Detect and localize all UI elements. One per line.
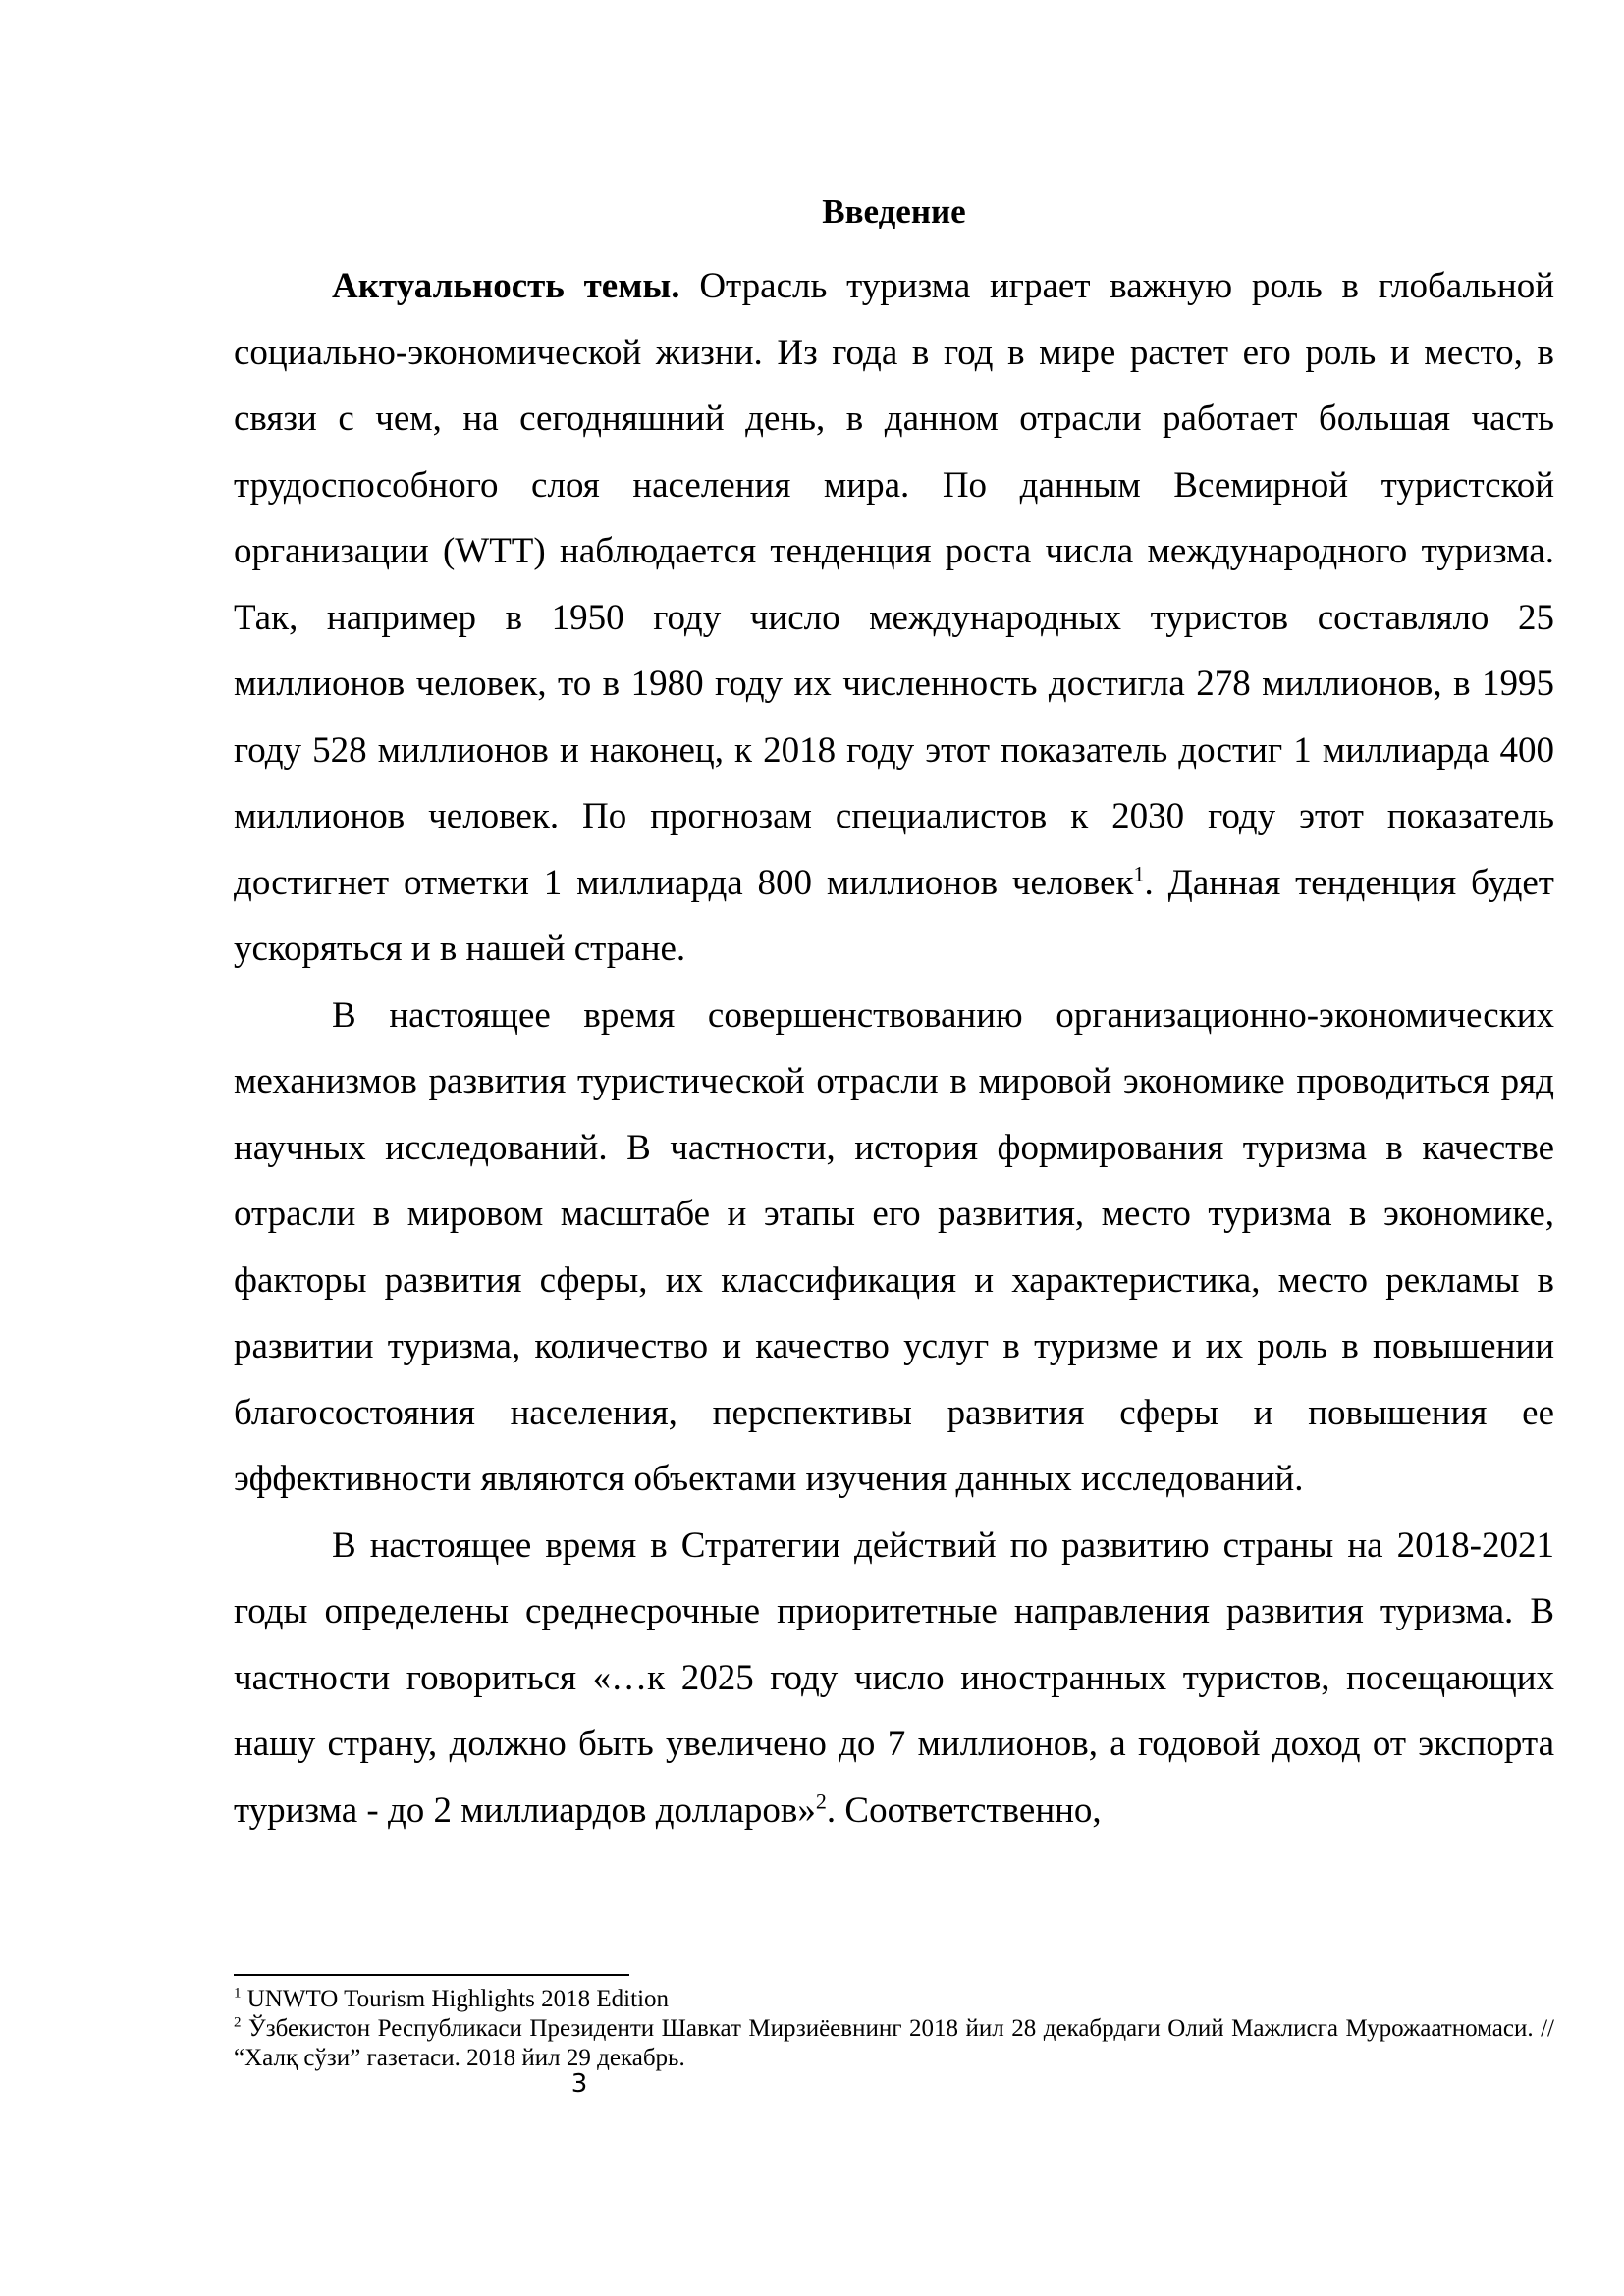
footnote-text: UNWTO Tourism Highlights 2018 Edition [241,1986,670,2012]
paragraph-text: В настоящее время в Стратегии действий по развитию страны на 2018-2021 годы определены среднесрочные приоритетные направления развития туризма. В частности говориться «…к 2025 году число иностранных туристов, посещающих нашу страну, должно быть увеличено до 7 миллионов, а годовой доход от экспорта туризма - до 2 миллиардов долларов» [234,1524,1554,1831]
footnote-1 [234,1985,1554,2014]
footnote-separator [234,1974,629,1976]
page-number: 3 [570,2069,588,2099]
body-text [234,187,1554,1843]
footnote-mark: 1 [234,1985,242,2002]
footnote-2 [234,2014,1554,2073]
paragraph-research [234,983,1554,1513]
paragraph-lead: Актуальность темы. [332,266,680,306]
page-title: Введение [822,192,966,231]
paragraph-relevance [234,253,1554,983]
paragraph-strategy [234,1513,1554,1844]
footnote-text: Ўзбекистон Республикаси Президенти Шавкат Мирзиёевнинг 2018 йил 28 декабрдаги Олий Мажлисга Мурожаатномаси. // “Халқ сўзи” газетаси. 2018 йил 29 декабрь. [234,2015,1554,2071]
paragraph-text: В настоящее время совершенствованию организационно-экономических механизмов развития туристической отрасли в мировой экономике проводиться ряд научных исследований. В частности, история формирования туризма в качестве отрасли в мировом масштабе и этапы его развития, место туризма в экономике, факторы развития сферы, их классификация и характеристика, место рекламы в развитии туризма, количество и качество услуг в туризме и их роль в повышении благосостояния населения, перспективы развития сферы и повышения ее эффективности являются объектами изучения данных исследований. [234,994,1554,1499]
paragraph-text: Отрасль туризма играет важную роль в глобальной социально-экономической жизни. Из года в год в мире растет его роль и место, в связи с чем, на сегодняшний день, в данном отрасли работает большая часть трудоспособного слоя населения мира. По данным Всемирной туристской организации (WTT) наблюдается тенденция роста числа международного туризма. Так, например в 1950 году число международных туристов составляло 25 миллионов человек, то в 1980 году их численность достигла 278 миллионов, в 1995 году 528 миллионов и наконец, к 2018 году этот показатель достиг 1 миллиарда 400 миллионов человек. По прогнозам специалистов к 2030 году этот показатель достигнет отметки 1 миллиарда 800 миллионов человек [234,266,1554,903]
footnote-mark: 2 [234,2014,242,2031]
paragraph-tail: . Соответственно, [826,1789,1102,1831]
footnotes [234,1985,1554,2073]
paragraph-tail: . Данная тенденция будет ускоряться и в нашей стране. [234,862,1554,969]
footnote-reference[interactable]: 1 [1133,861,1145,886]
footnote-reference[interactable]: 2 [815,1789,827,1814]
